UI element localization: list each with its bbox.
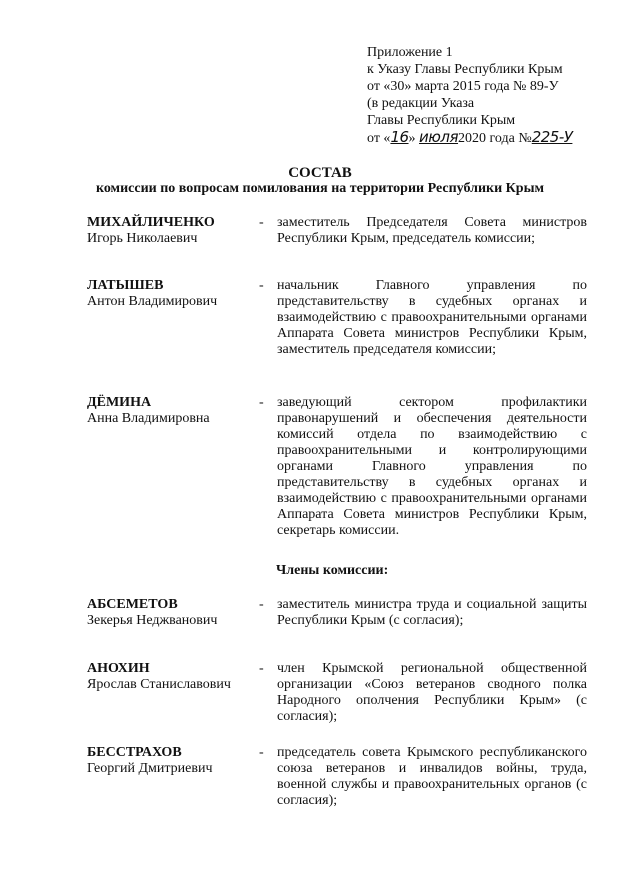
member-role: заместитель министра труда и социальной защиты Республики Крым (с согласия); — [277, 597, 587, 628]
member-name — [87, 395, 257, 427]
member-given-name: Антон Владимирович — [87, 294, 218, 309]
member-name — [87, 278, 257, 310]
date-prefix: от « — [367, 131, 391, 146]
appendix-line: к Указу Главы Республики Крым — [367, 62, 563, 77]
member-role: член Крымской региональной общественной организации «Союз ветеранов сводного полка Народного ополчения Республики Крым» (с согласия); — [277, 661, 587, 724]
member-role: заведующий сектором профилактики правонарушений и обеспечения деятельности комиссий отдела по взаимодействию с правоохранительными и контролирующими органами Главного управления по представительству в судебных органах и взаимодействию с правоохранительными органами Аппарата Совета министров Республики Крым, секретарь комиссии. — [277, 395, 587, 538]
member-given-name: Зекерья Неджванович — [87, 613, 218, 628]
appendix-line: (в редакции Указа — [367, 96, 475, 111]
member-surname: АНОХИН — [87, 661, 150, 676]
member-name — [87, 215, 257, 247]
dash-separator: - — [259, 278, 264, 293]
member-given-name: Георгий Дмитриевич — [87, 761, 213, 776]
member-surname: ДЁМИНА — [87, 395, 152, 410]
handwritten-decree-number: 225-У — [531, 128, 573, 146]
member-name — [87, 597, 257, 629]
member-surname: МИХАЙЛИЧЕНКО — [87, 215, 215, 230]
member-role: начальник Главного управления по представительству в судебных органах и взаимодействию с правоохранительными органами Аппарата Совета министров Республики Крым, заместитель председателя комиссии; — [277, 278, 587, 357]
appendix-line: Приложение 1 — [367, 45, 453, 60]
document-subtitle: комиссии по вопросам помилования на территории Республики Крым — [95, 181, 545, 196]
date-mid: » — [408, 131, 420, 146]
handwritten-month: июля — [419, 128, 459, 146]
member-role: председатель совета Крымского республиканского союза ветеранов и инвалидов войны, труда, военной службы и правоохранительных органов (с согласия); — [277, 745, 587, 808]
handwritten-day: 16 — [390, 128, 409, 146]
member-name — [87, 661, 257, 693]
date-year: 2020 года № — [458, 131, 532, 146]
member-surname: БЕССТРАХОВ — [87, 745, 182, 760]
member-given-name: Ярослав Станиславович — [87, 677, 231, 692]
appendix-line: от «30» марта 2015 года № 89-У — [367, 79, 559, 94]
member-surname: АБСЕМЕТОВ — [87, 597, 178, 612]
dash-separator: - — [259, 395, 264, 410]
member-given-name: Анна Владимировна — [87, 411, 210, 426]
member-surname: ЛАТЫШЕВ — [87, 278, 164, 293]
document-title: СОСТАВ — [288, 165, 352, 181]
member-given-name: Игорь Николаевич — [87, 231, 198, 246]
appendix-line: Главы Республики Крым — [367, 113, 516, 128]
appendix-block — [367, 44, 617, 147]
dash-separator: - — [259, 597, 264, 612]
dash-separator: - — [259, 661, 264, 676]
members-heading: Члены комиссии: — [276, 563, 389, 578]
appendix-date-line — [367, 129, 617, 147]
dash-separator: - — [259, 745, 264, 760]
member-name — [87, 745, 257, 777]
member-role: заместитель Председателя Совета министров Республики Крым, председатель комиссии; — [277, 215, 587, 246]
dash-separator: - — [259, 215, 264, 230]
